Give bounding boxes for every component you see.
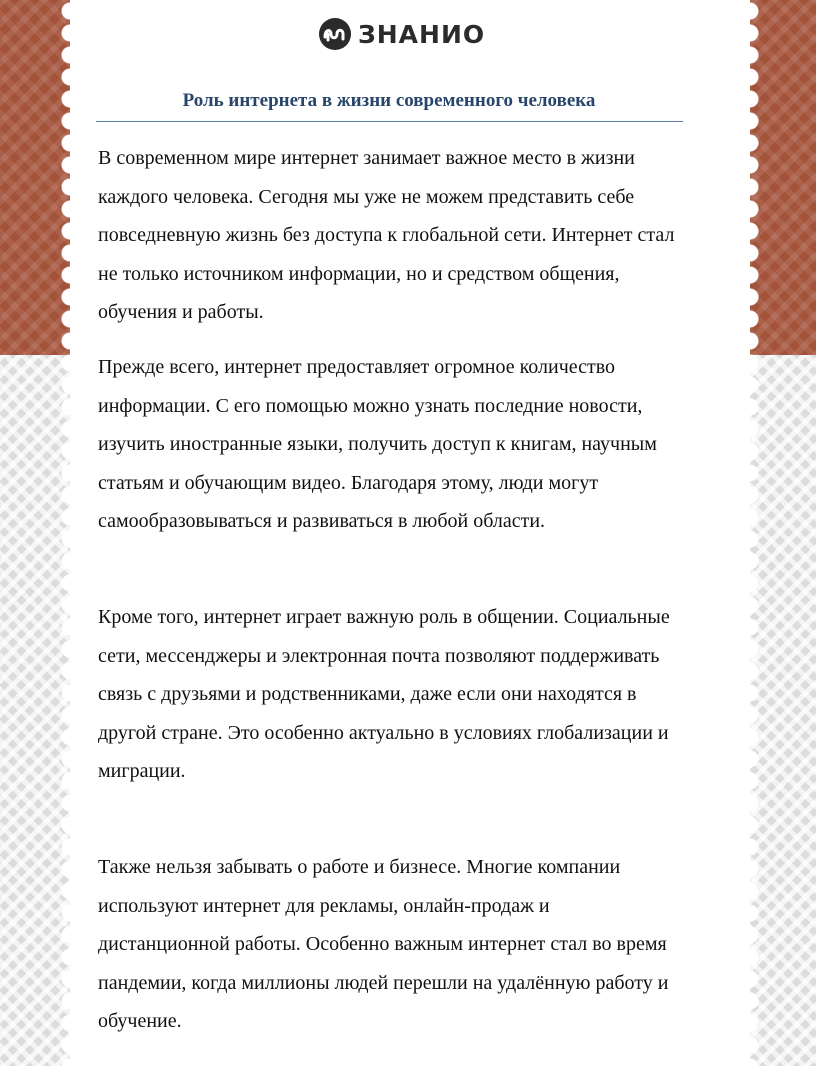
title-underline bbox=[96, 121, 683, 122]
paragraph-4: Также нельзя забывать о работе и бизнесе. Многие компании используют интернет для рекламы, онлайн-продаж и дистанционной работы. Особенно важным интернет стал во время пандемии, когда миллионы людей перешли на удалённую работу и обучение. bbox=[98, 856, 669, 1032]
paragraph-2: Прежде всего, интернет предоставляет огромное количество информации. С его помощью можно узнать последние новости, изучить иностранные языки, получить доступ к книгам, научным статьям и обучающим видео. Благодаря этому, люди могут самообразовываться и развиваться в любой области. bbox=[98, 356, 657, 532]
paragraph-3: Кроме того, интернет играет важную роль в общении. Социальные сети, мессенджеры и электронная почта позволяют поддерживать связь с друзьями и родственниками, даже если они находятся в другой стране. Это особенно актуально в условиях глобализации и миграции. bbox=[98, 606, 670, 782]
znanio-logo bbox=[318, 16, 485, 52]
right-border-wavy-edge bbox=[750, 0, 764, 1066]
znanio-logo-icon bbox=[318, 17, 352, 51]
paragraph-1: В современном мире интернет занимает важное место в жизни каждого человека. Сегодня мы уже не можем представить себе повседневную жизнь без доступа к глобальной сети. Интернет стал не только источником информации, но и средством общения, обучения и работы. bbox=[98, 147, 675, 323]
logo-text: ЗНАНИО bbox=[358, 19, 486, 49]
document-page bbox=[70, 0, 750, 1066]
right-decorative-border bbox=[750, 0, 816, 1066]
left-border-wavy-edge bbox=[56, 0, 70, 1066]
left-decorative-border bbox=[0, 0, 70, 1066]
document-title: Роль интернета в жизни современного человека bbox=[182, 90, 596, 111]
